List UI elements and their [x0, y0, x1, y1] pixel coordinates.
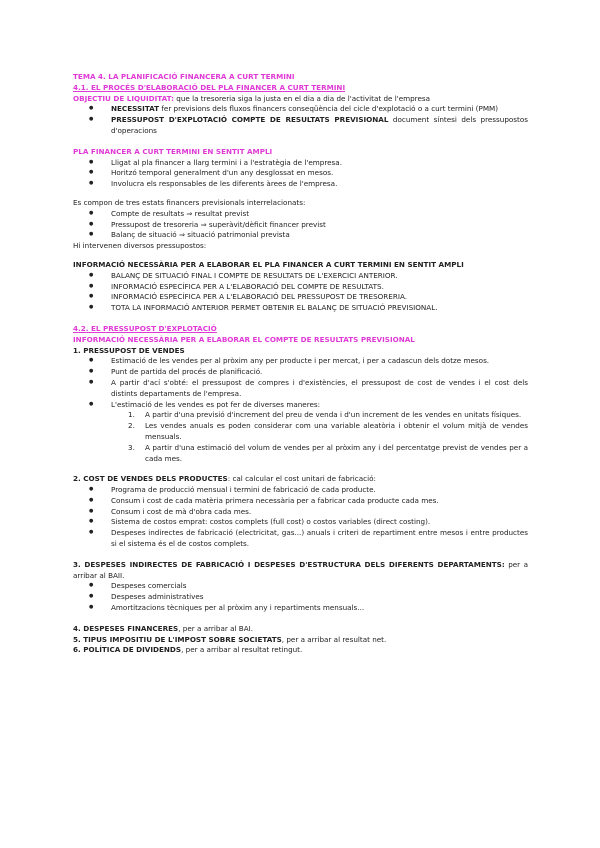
- list-item: ● Sistema de costos emprat: costos complets (full cost) o costos variables (direct costing).: [111, 517, 528, 528]
- list-item: ● Compte de resultats ⇒ resultat previst: [111, 209, 528, 220]
- section-4-1-bullets: [73, 104, 528, 136]
- section-4-1-heading: 4.1. EL PROCÉS D'ELABORACIÓ DEL PLA FINANCER A CURT TERMINI: [73, 82, 346, 92]
- budgets-note: Hi intervenen diversos pressupostos:: [73, 241, 207, 251]
- document-page: [73, 72, 528, 656]
- item-3-title-line: 3. DESPESES INDIRECTES DE FABRICACIÓ I DESPESES D'ESTRUCTURA DELS DIFERENTS DEPARTAMENTS: per a arribar al BAII.: [73, 559, 528, 580]
- item-3-bullets: [73, 581, 528, 613]
- item-3-title: 3. DESPESES INDIRECTES DE FABRICACIÓ I DESPESES D'ESTRUCTURA DELS DIFERENTS DEPARTAMENTS:: [73, 559, 505, 569]
- list-item: 3. A partir d'una estimació del volum de vendes per al pròxim any i del percentatge previst de vendes per a cada mes.: [128, 442, 528, 463]
- objective-line: [73, 94, 528, 105]
- list-item: ● INFORMACIÓ ESPECÍFICA PER A L'ELABORACIÓ DEL PRESSUPOST DE TRESORERIA.: [111, 292, 528, 303]
- item-2-bullets: [73, 485, 528, 550]
- list-item: ● Horitzó temporal generalment d'un any desglossat en mesos.: [111, 168, 528, 179]
- list-item: ● NECESSITAT fer previsions dels fluxos financers conseqüència del cicle d'explotació o a curt termini (PMM): [111, 104, 528, 115]
- item-6-line: 6. POLÍTICA DE DIVIDENDS, per a arribar al resultat retingut.: [73, 645, 303, 655]
- list-item: ● Punt de partida del procés de planificació.: [111, 367, 528, 378]
- objective-label: OBJECTIU DE LIQUIDITAT:: [73, 93, 174, 103]
- list-item: ● Estimació de les vendes per al pròxim any per producte i per mercat, i per a cadascun dels dotze mesos.: [111, 356, 528, 367]
- list-item: ● Consum i cost de cada matèria primera necessària per a fabricar cada producte cada mes.: [111, 496, 528, 507]
- list-item: 2. Les vendes anuals es poden considerar com una variable aleatòria i obtenir el volum mitjà de vendes mensuals.: [128, 421, 528, 441]
- list-item: ● L'estimació de les vendes es pot fer de diverses maneres:: [111, 400, 528, 411]
- list-item: ● Consum i cost de mà d'obra cada mes.: [111, 507, 528, 518]
- doc-title: TEMA 4. LA PLANIFICACIÓ FINANCERA A CURT TERMINI: [73, 72, 295, 81]
- item-1-methods: [73, 410, 528, 464]
- item-1-title: 1. PRESSUPOST DE VENDES: [73, 345, 185, 355]
- list-item: ● Pressupost de tresoreria ⇒ superàvit/dèficit financer previst: [111, 220, 528, 231]
- item-5-line: 5. TIPUS IMPOSITIU DE L'IMPOST SOBRE SOCIETATS, per a arribar al resultat net.: [73, 634, 387, 644]
- objective-text: que la tresoreria siga la justa en el dia a dia de l'activitat de l'empresa: [174, 93, 431, 103]
- info-needed-heading: INFORMACIÓ NECESSÀRIA PER A ELABORAR EL PLA FINANCER A CURT TERMINI EN SENTIT AMPLI: [73, 259, 464, 269]
- list-item: ● Despeses comercials: [111, 581, 528, 592]
- item-2-title: 2. COST DE VENDES DELS PRODUCTES: [73, 474, 228, 484]
- list-item: ● Balanç de situació ⇒ situació patrimonial prevista: [111, 230, 528, 241]
- item-1-bullets: [73, 356, 528, 410]
- list-item: ● BALANÇ DE SITUACIÓ FINAL I COMPTE DE RESULTATS DE L'EXERCICI ANTERIOR.: [111, 271, 528, 282]
- list-item: ● Amortitzacions tècniques per al pròxim any i repartiments mensuals...: [111, 603, 528, 614]
- states-intro: Es compon de tres estats financers previsionals interrelacionats:: [73, 197, 306, 207]
- broad-plan-bullets: [73, 158, 528, 190]
- item-2-title-line: 2. COST DE VENDES DELS PRODUCTES: cal calcular el cost unitari de fabricació:: [73, 474, 376, 484]
- list-item: ● TOTA LA INFORMACIÓ ANTERIOR PERMET OBTENIR EL BALANÇ DE SITUACIÓ PREVISIONAL.: [111, 303, 528, 314]
- list-item: ● Despeses indirectes de fabricació (electricitat, gas...) anuals i criteri de repartiment entre mesos i entre productes si el sistema és el de costos complets.: [111, 528, 528, 550]
- item-4-line: 4. DESPESES FINANCERES, per a arribar al BAI.: [73, 623, 254, 633]
- section-4-2-subheading: INFORMACIÓ NECESSÀRIA PER A ELABORAR EL COMPTE DE RESULTATS PREVISIONAL: [73, 334, 415, 344]
- list-item: ● A partir d'ací s'obté: el pressupost de compres i d'existències, el pressupost de cost de vendes i el cost dels distints departaments de l'empresa.: [111, 378, 528, 400]
- list-item: 1. A partir d'una previsió d'increment del preu de venda i d'un increment de les vendes en unitats físiques.: [128, 410, 522, 420]
- list-item: ● Involucra els responsables de les diferents àrees de l'empresa.: [111, 179, 528, 190]
- list-item: ● Lligat al pla financer a llarg termini i a l'estratègia de l'empresa.: [111, 158, 528, 169]
- list-item: ● PRESSUPOST D'EXPLOTACIÓ COMPTE DE RESULTATS PREVISIONAL document síntesi dels pressupostos d'operacions: [111, 115, 528, 137]
- list-item: ● Programa de producció mensual i termini de fabricació de cada producte.: [111, 485, 528, 496]
- section-4-2-heading: 4.2. EL PRESSUPOST D'EXPLOTACIÓ: [73, 323, 217, 333]
- list-item: ● Despeses administratives: [111, 592, 528, 603]
- states-list: [73, 209, 528, 241]
- broad-plan-heading: PLA FINANCER A CURT TERMINI EN SENTIT AMPLI: [73, 146, 273, 156]
- info-needed-list: [73, 271, 528, 314]
- list-item: ● INFORMACIÓ ESPECÍFICA PER A L'ELABORACIÓ DEL COMPTE DE RESULTATS.: [111, 282, 528, 293]
